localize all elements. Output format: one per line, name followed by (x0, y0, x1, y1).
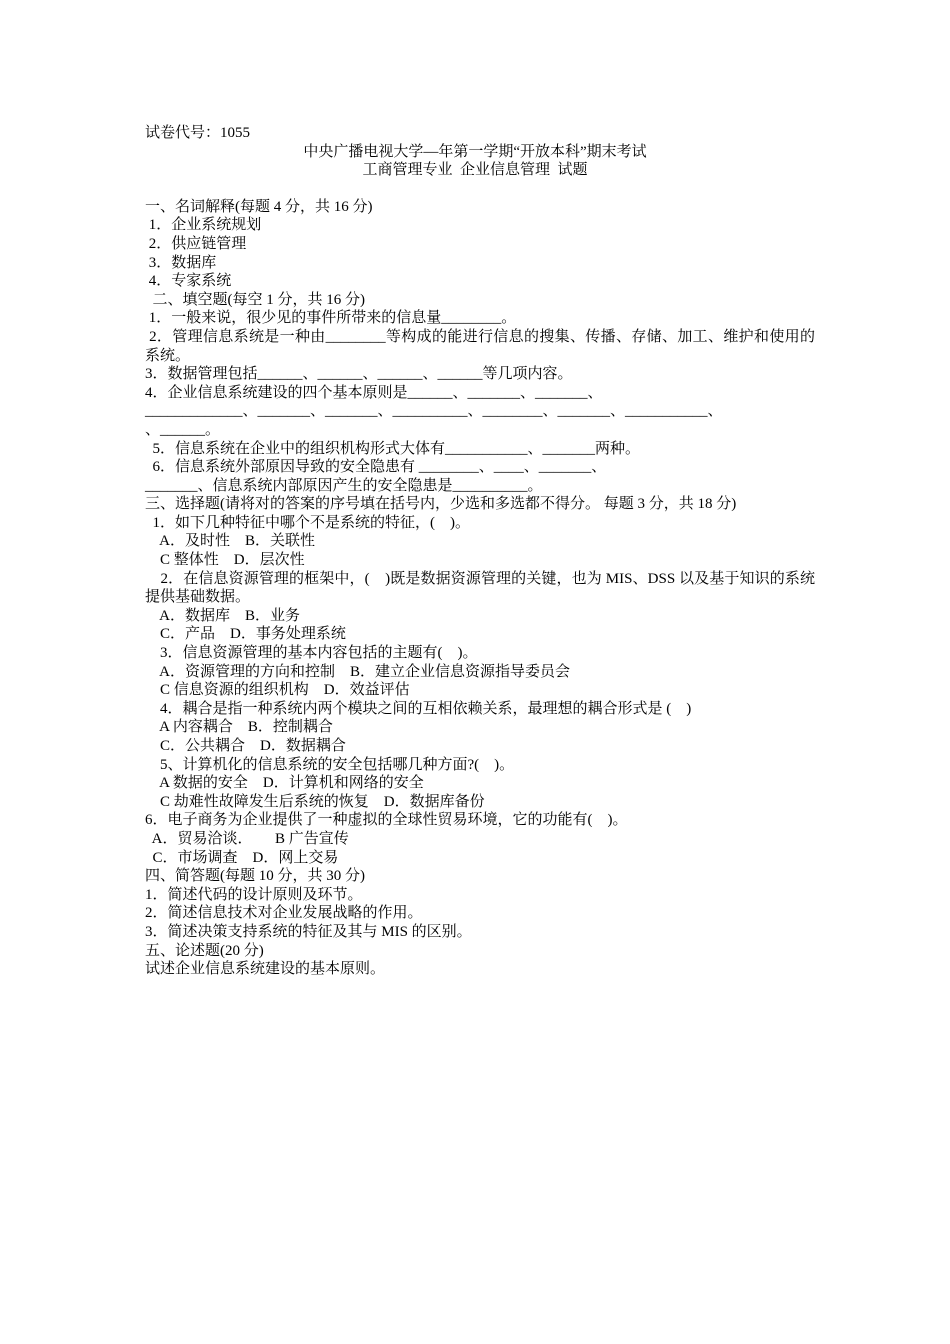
question-line: 6．电子商务为企业提供了一种虚拟的全球性贸易环境，它的功能有( )。 (145, 812, 628, 829)
option-line: A．资源管理的方向和控制 B．建立企业信息资源指导委员会 (145, 663, 571, 680)
exam-title: 中央广播电视大学—年第一学期“开放本科”期末考试 (303, 143, 647, 160)
question-line: 2．简述信息技术对企业发展战略的作用。 (145, 905, 423, 922)
question-line: _______、信息系统内部原因产生的安全隐患是__________。 (145, 477, 543, 494)
question-line: _____________、_______、_______、__________、________、_______、___________、 (145, 403, 723, 420)
question-line: 试述企业信息系统建设的基本原则。 (145, 961, 386, 978)
option-line: C 整体性 D．层次性 (145, 552, 305, 569)
question-line: 4．企业信息系统建设的四个基本原则是______、_______、_______、 (145, 384, 603, 401)
question-line: 3．数据库 (145, 254, 217, 271)
section-heading: 五、论述题(20 分) (145, 942, 264, 959)
question-line: 3．数据管理包括______、______、______、______等几项内容。 (145, 366, 573, 383)
exam-code: 试卷代号：1055 (145, 125, 251, 141)
option-line: A 内容耦合 B．控制耦合 (145, 719, 333, 736)
question-line: 4．专家系统 (145, 273, 232, 290)
question-line: 2．在信息资源管理的框架中，( )既是数据资源管理的关键，也为 MIS、DSS 以及基于知识的系统提供基础数据。 (145, 570, 816, 606)
option-line: C．市场调查 D．网上交易 (145, 849, 339, 866)
question-line: 1．一般来说，很少见的事件所带来的信息量________。 (145, 310, 517, 327)
question-line: 1．简述代码的设计原则及环节。 (145, 886, 363, 903)
question-line: 2．供应链管理 (145, 235, 247, 252)
option-line: A．贸易洽谈． B 广告宣传 (145, 830, 349, 847)
option-line: A 数据的安全 D．计算机和网络的安全 (145, 775, 424, 792)
option-line: A．及时性 B．关联性 (145, 533, 316, 550)
question-line: 5．信息系统在企业中的组织机构形式大体有___________、_______两种。 (145, 440, 641, 457)
section-heading: 三、选择题(请将对的答案的序号填在括号内，少选和多选都不得分。 每题 3 分，共 18 分) (145, 496, 737, 513)
question-line: 1．如下几种特征中哪个不是系统的特征，( )。 (145, 514, 470, 531)
option-line: A．数据库 B．业务 (145, 607, 301, 624)
question-line: 6．信息系统外部原因导致的安全隐患有 ________、____、_______、 (145, 459, 607, 476)
section-heading: 一、名词解释(每题 4 分，共 16 分) (145, 198, 373, 215)
question-line: 1．企业系统规划 (145, 217, 262, 234)
question-line: 3．信息资源管理的基本内容包括的主题有( )。 (145, 645, 478, 662)
option-line: C 劫难性故障发生后系统的恢复 D．数据库备份 (145, 793, 485, 810)
exam-subtitle: 工商管理专业 企业信息管理 试题 (362, 162, 588, 179)
option-line: C．公共耦合 D．数据耦合 (145, 738, 346, 754)
section-heading: 四、简答题(每题 10 分，共 30 分) (145, 868, 365, 885)
option-line: C．产品 D．事务处理系统 (145, 626, 346, 643)
question-line: 3．简述决策支持系统的特征及其与 MIS 的区别。 (145, 923, 472, 940)
exam-document (145, 124, 815, 979)
spacer (145, 180, 815, 198)
option-line: C 信息资源的组织机构 D．效益评估 (145, 682, 410, 699)
question-line: 4．耦合是指一种系统内两个模块之间的互相依赖关系，最理想的耦合形式是 ( ) (145, 700, 692, 717)
section-heading: 二、填空题(每空 1 分，共 16 分) (145, 291, 365, 308)
question-line: 5、计算机化的信息系统的安全包括哪几种方面?( )。 (145, 756, 515, 773)
question-line: 2．管理信息系统是一种由________等构成的能进行信息的搜集、传播、存储、加工、维护和使用的系统。 (145, 328, 815, 364)
question-line: 、______。 (145, 421, 221, 438)
